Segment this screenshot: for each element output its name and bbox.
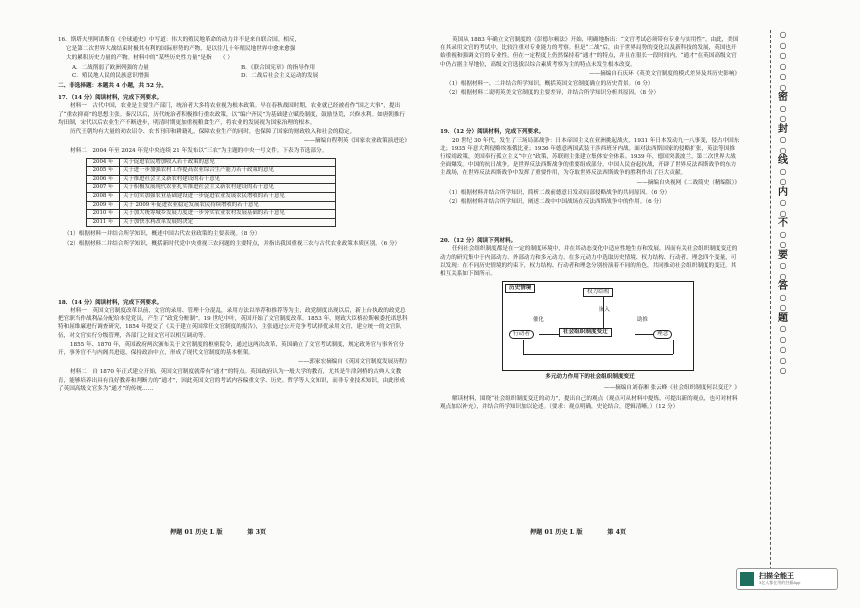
diagram-boost-label: 助推	[637, 317, 648, 324]
section-2-heading: 二、非选择题：本题共 4 小题，共 52 分。	[58, 83, 167, 90]
seal-separator: ○	[779, 261, 787, 270]
seal-char: 密	[778, 92, 788, 103]
policy-table	[86, 158, 336, 228]
q17-source-1: ——摘编自程利英《国家农业政策演进论》	[303, 138, 410, 145]
q19-requirement-2: （2）根据材料并结合所学知识，阐述二战中中国战场在反法西斯战争中的作用。（6 分）	[446, 199, 665, 206]
seal-separator: ○	[779, 51, 787, 60]
diagram-idea-oval: 理念	[653, 330, 672, 339]
q16-option-c: C．殖民地人民的民族意识增强	[72, 72, 149, 79]
q19-source: ——摘编自央视网《二战简史（精编版）》	[636, 179, 740, 186]
seal-char: 要	[778, 249, 788, 261]
diagram-actor-oval: 行动者	[509, 330, 534, 339]
table-cell-title: 关于进一步加强农村工作提高农业综合生产能力若干政策的意见	[120, 167, 336, 176]
q16-stem-text: 大的累积历史力量的产物。材料中的“某些历史性力量”是指	[66, 55, 212, 62]
seal-separator: ○	[779, 366, 787, 375]
table-row	[87, 218, 336, 227]
seal-separator: ○	[779, 208, 787, 218]
seal-line-notice	[776, 30, 790, 377]
seal-separator: ○	[779, 135, 787, 144]
seal-separator: ○	[779, 198, 787, 207]
q20-title: 20．（12 分）阅读下列材料。	[440, 238, 517, 245]
diagram-core-box: 社会组织制度变迁	[559, 328, 612, 337]
table-cell-year: 2007 年	[87, 184, 120, 193]
table-cell-title: 关于促进农民增加收入若干政策的意见	[120, 158, 336, 167]
q20-material: 任何社会组织制度都是在一定的制度环境中，并在其动态变化中适应性地生存和发展。因而有关社会组织制度变迁的动力的研究集中于内部动力、外部动力和多元动力。在多元动力中选取历史情境、权力结构、行动者、理念四个变量，可以发现：在不同历史情境的约束下，权力结构、行动者和理念分别扮演着不同的角色，共同推动社会组织制度的变迁。其相互关系如下图所示。	[440, 246, 738, 278]
table-row	[87, 193, 336, 202]
diagram-arrow	[673, 340, 674, 354]
seal-separator: ○	[779, 103, 787, 113]
diagram-arrow	[603, 297, 604, 328]
seal-separator: ○	[779, 240, 787, 249]
seal-separator: ○	[779, 72, 787, 81]
table-row	[87, 158, 336, 167]
q16-stem-line2: 它是第二次世界大战结束时极其有利的国际形势的产物，是以往几十年殖民地世界中愈来愈强	[66, 46, 296, 53]
q18-requirement-1: （1）根据材料一、二并结合所学知识，概括英国文官制度确立的历史背景。（6 分）	[446, 81, 654, 88]
scanner-app-tagline: 3亿人都在用的扫描App	[759, 580, 801, 585]
seal-separator: ○	[779, 229, 787, 239]
seal-char: 线	[778, 155, 788, 166]
q17-material-2: 材料二 2004 年至 2024 年党中央连续 21 年发布以“三农”为主题的中央一号文件。下表为节选部分。	[70, 148, 328, 155]
right-column	[440, 36, 740, 412]
q18-source-1: ——郭家宏摘编自《英国文官制度发展历程》	[298, 359, 410, 366]
table-row	[87, 175, 336, 184]
table-cell-title: 关于推进社会主义新农村建设的若干意见	[120, 175, 336, 184]
table-row	[87, 184, 336, 193]
q18-source-3: ——摘编自石庆环《英美文官制度的模式差异及其历史影响》	[588, 70, 740, 77]
answer-space	[440, 98, 740, 124]
seal-separator: ○	[779, 40, 787, 50]
diagram-caption: 多元动力作用下的社会组织制度变迁	[545, 374, 635, 381]
table-cell-year: 2009 年	[87, 201, 120, 210]
seal-dashed-line	[770, 30, 773, 590]
seal-separator: ○	[779, 145, 787, 155]
q17-material-1: 材料一 古代中国，农业是主要生产部门，统治者大多将农业视为根本政策。早在春秋战国时期，农业就已经被看作“国之大事”，提出了“重农抑商”的思想主张。秦汉以后，历代统治者积极推行重农政策，以“编户齐民”为基础建立赋役制度，鼓励垦荒，兴修水利。如唐朝推行均田制，宋代以后农业生产不断进步，明清时期更加重视粮食生产，将农业的发展视为国家治理的根本。	[58, 103, 406, 126]
seal-separator: ○	[779, 177, 787, 186]
seal-separator: ○	[779, 61, 787, 71]
q18-title: 18．（14 分）阅读材料，完成下列要求。	[58, 299, 163, 306]
diagram-arrow	[523, 340, 524, 354]
diagram-catalyze-label: 催化	[533, 317, 544, 324]
diagram-arrow	[523, 354, 673, 355]
q18-material-3: 英国从 1883 年确立文官制度的《彭德尔顿法》开始，明确地指出：“文官考试必须带有专业与实用性”。由此，美国在其录用文官的考试中，比较注重对专业能力的考察。但是“二战”后，由于世界局势的变化以及新科技的发展，英国也开始重视和强调文官的专业性，但在一定程度上仍然保持着“通才”的特点，并且在很长一段时间内，“通才”在英国高级文官中仍占据主导地位，高级文官选拔以综合素质考察为主的特点未发生根本改变。	[440, 37, 739, 68]
q19-requirement-1: （1）根据材料并结合所学知识，简析二战前德意日发动局部侵略战争的共同原因。（6 分）	[446, 189, 671, 196]
q18-material-2: 材料二 自 1870 年正式建立开始，英国文官制度就带有“通才”的特点。英国政府认为一般大学的教育，尤其是牛津剑桥的古典人文教育，能够培养出具有良好教养和判断力的“通才”，因此英国文官的考试内容偏重文学、历史、哲学等人文知识，而非专业技术知识，由此形成了英国高级文官多为“通才”的传统……	[58, 369, 405, 392]
seal-separator: ○	[779, 345, 787, 354]
answer-space	[440, 207, 740, 233]
q17-material-1b: 历代王朝均有大量的劝农诏令、农书刊印和耕籍礼，保障农业生产的同时，也保障了国家的财政收入和社会的稳定。	[70, 129, 356, 136]
q16-option-d: D．二战后社会主义运动的发展	[241, 72, 319, 79]
scanner-watermark	[736, 568, 838, 590]
qr-code-icon	[740, 572, 754, 586]
seal-char: 内	[778, 186, 788, 198]
table-cell-year: 2006 年	[87, 175, 120, 184]
scanner-app-name: 扫描全能王	[759, 573, 794, 580]
table-cell-year: 2010 年	[87, 210, 120, 219]
answer-space	[58, 249, 410, 295]
seal-separator: ○	[779, 292, 787, 302]
left-column	[58, 36, 410, 394]
q16-stem-line3	[66, 54, 410, 62]
q20-source: ——摘编自刘春湘 张云峰《社会组织制度何以变迁？》	[603, 385, 740, 392]
table-cell-title: 关于 2009 年促进农业稳定发展农民持续增收的若干意见	[120, 201, 336, 210]
table-cell-title: 关于加快水利改革发展的决定	[120, 218, 336, 227]
q16-stem-line1: 16．斯塔夫里阿诺斯在《全球通史》中写道：伟大的殖民地革命的动力并不是来自联合国。相反，	[58, 37, 301, 43]
diagram-power-box: 权力结构	[583, 288, 613, 297]
q16-option-b: B．《联合国宪章》的指导作用	[241, 64, 316, 71]
diagram-arrow	[539, 334, 559, 335]
table-cell-year: 2008 年	[87, 193, 120, 202]
q17-requirement-1: （1）根据材料一并结合所学知识，概述中国古代农业政策的主要表现。（8 分）	[64, 231, 261, 238]
seal-separator: ○	[779, 30, 787, 39]
seal-char: 封	[778, 123, 788, 135]
seal-separator: ○	[779, 271, 787, 281]
table-cell-year: 2005 年	[87, 167, 120, 176]
table-row	[87, 201, 336, 210]
q18-material-1b: 1855 年、1870 年，英国政府两次颁布关于文官制度的枢密院令，通过这两次改革，英国确立了文官考试制度，规定政务官与事务官分开，事务官不与内阁共进退，保持政治中立，形成了现代文官制度的基本框架。	[58, 341, 405, 357]
q16-options	[72, 64, 410, 80]
seal-separator: ○	[779, 82, 787, 92]
diagram-context-label: 历史情境	[505, 284, 535, 293]
q16-option-a: A．二战削弱了欧洲列强的力量	[72, 64, 149, 71]
table-row	[87, 167, 336, 176]
q18-requirement-2: （2）根据材料二说明英美文官制度的主要差异，并结合所学知识分析其原因。（8 分）	[446, 90, 660, 97]
q17-requirement-2: （2）根据材料二并结合所学知识，概括新时代党中央重视三农问题的主要特点，并指出我国重视三农与古代农业政策本质区别。（6 分）	[64, 240, 401, 247]
diagram-arrow	[635, 334, 653, 335]
institutional-change-diagram	[502, 281, 694, 371]
q20-task: 解读材料，围绕“社会组织制度变迁的动力”，提出自己的观点（观点可从材料中提炼，可提出新的观点，也可对材料观点加以补充），并结合所学知识加以论述。（要求：观点明确，史论结合，逻辑清晰。）（12 分）	[440, 395, 738, 410]
table-cell-title: 关于加大统筹城乡发展力度进一步夯实农业农村发展基础的若干意见	[120, 210, 336, 219]
q18-material-1: 材料一 英国文官制度改革以前，文官的录用、管理十分混乱，录用方法以举荐和推荐等为主，政党制度出现以后，新上台执政的政党总把官职当作战利品分配给本党党员，产生了“政党分赃制”。19 世纪中叶，英国开始了文官制度改革。1853 年，财政大臣格拉斯顿委托诺思科特和屈维廉进行调查研究，1854 年提交了《关于建立英国常任文官制度的报告》，主张通过公开竞争考试择优录用文官，建立统一的文官队伍，对文官实行分级管理，各部门之间文官可以相互调动等。	[58, 308, 408, 339]
table-cell-year: 2011 年	[87, 218, 120, 227]
seal-separator: ○	[779, 303, 787, 312]
seal-separator: ○	[779, 355, 787, 365]
q19-title: 19．（12 分）阅读材料，完成下列要求。	[440, 129, 545, 136]
table-cell-title: 关于切实加强农业基础建设进一步促进农业发展农民增收的若干意见	[120, 193, 336, 202]
table-row	[87, 210, 336, 219]
seal-char: 题	[778, 312, 788, 324]
seal-separator: ○	[779, 114, 787, 123]
seal-separator: ○	[779, 166, 787, 176]
table-cell-year: 2004 年	[87, 158, 120, 167]
seal-separator: ○	[779, 334, 787, 344]
q16-answer-paren: （ ）	[222, 55, 233, 62]
q19-material: 20 世纪 30 年代，发生了三场局部战争：日本帝国主义在亚洲挑起战火，1931 年日本发动九一八事变，侵占中国东北；1935 年意大利侵略埃塞俄比亚；1936 年德意两国武装干涉西班牙内战。面对法西斯国家的侵略扩张，英法等国推行绥靖政策，美国奉行孤立主义“中立”政策，苏联则主张建立集体安全体系。1939 年，德国突袭波兰，第二次世界大战全面爆发。中国的抗日战争，是世界反法西斯战争的重要组成部分。中国人民奋起抗战，开辟了世界反法西斯战争的东方主战场，在世界反法西斯战争中发挥了重要作用，为夺取世界反法西斯战争的胜利作出了巨大贡献。	[440, 137, 740, 177]
page-footer-4: 押题 01 历史 L 版 第 4页	[530, 529, 627, 536]
q17-title: 17．（14 分）阅读材料，完成下列要求。	[58, 95, 163, 102]
diagram-embed-label: 嵌入	[599, 307, 610, 314]
table-cell-title: 关于积极发展现代农业扎实推进社会主义新农村建设的若干意见	[120, 184, 336, 193]
seal-char: 答	[778, 281, 788, 292]
page-footer-3: 押题 01 历史 L 版 第 3页	[170, 529, 267, 536]
seal-char: 不	[778, 218, 788, 229]
seal-separator: ○	[779, 324, 787, 333]
